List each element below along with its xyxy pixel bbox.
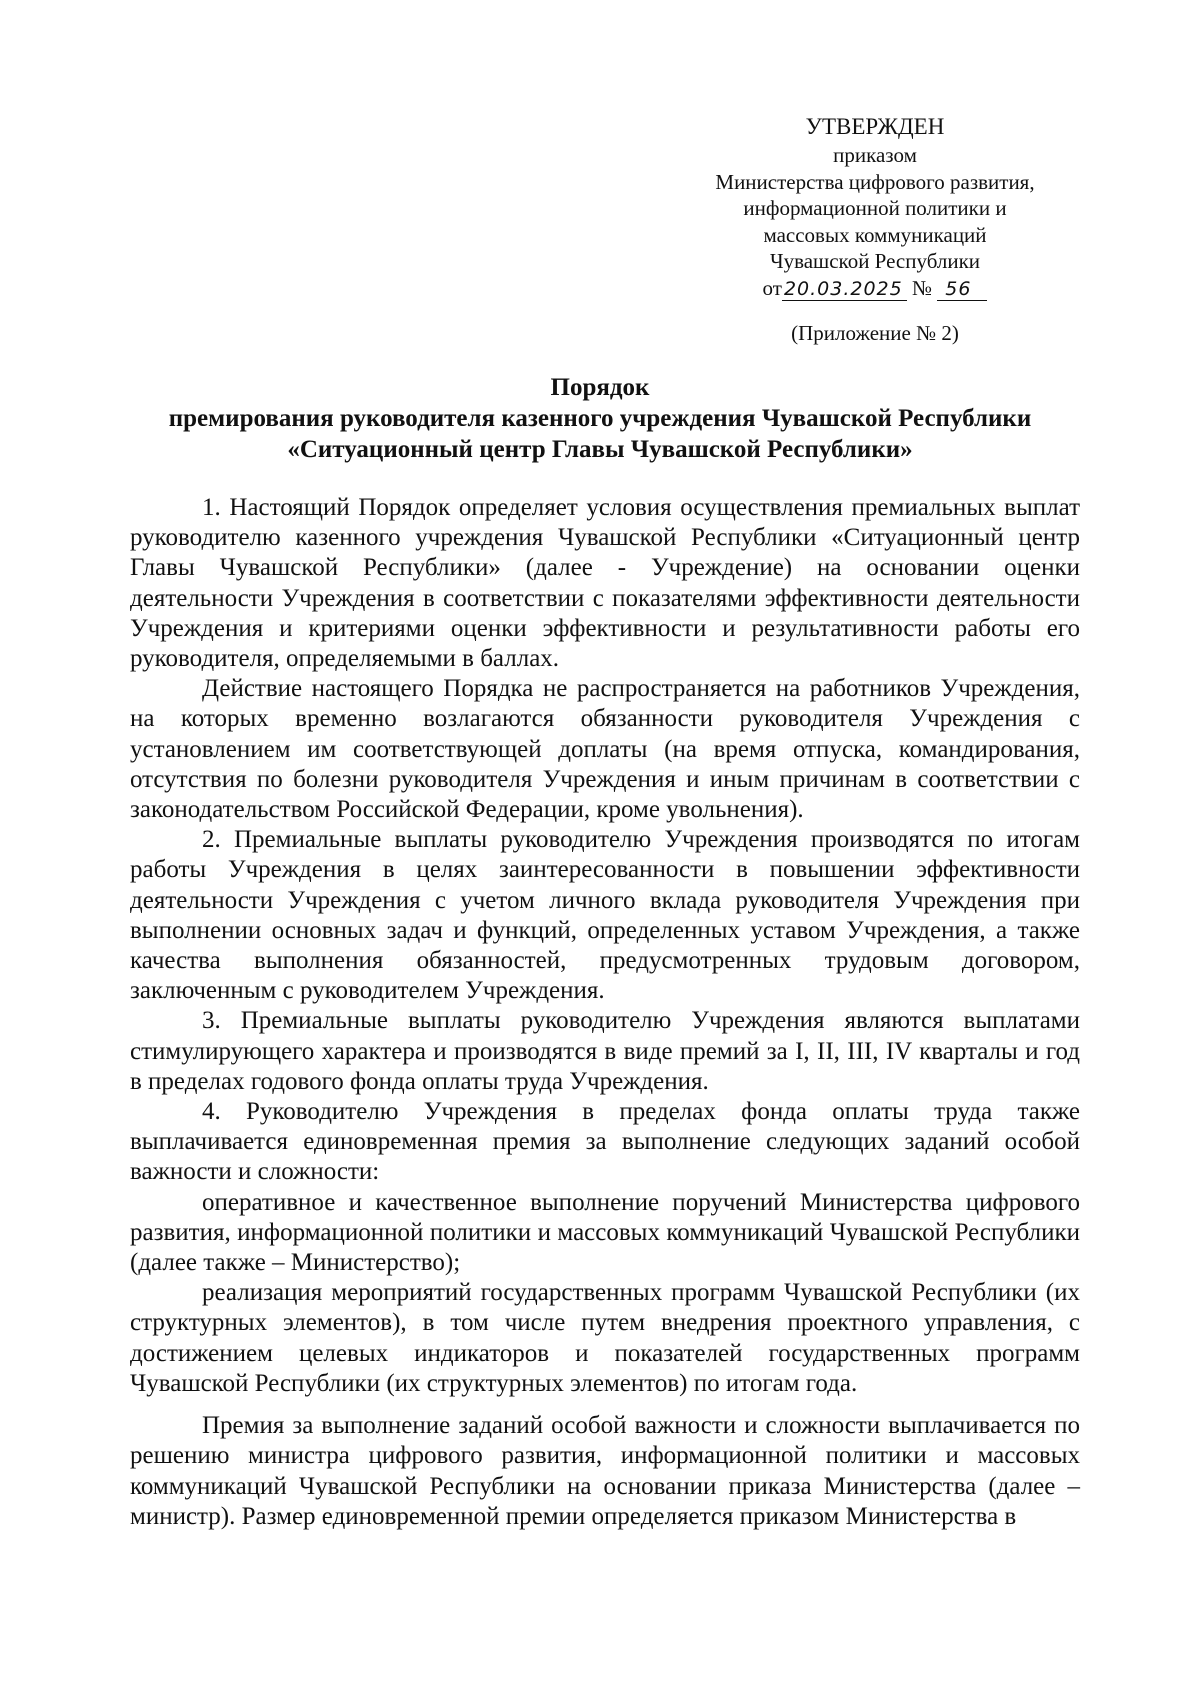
- approval-line: Министерства цифрового развития,: [715, 169, 1035, 194]
- list-item: оперативное и качественное выполнение поручений Министерства цифрового развития, информационной политики и массовых коммуникаций Чувашской Республики (далее также – Министерство);: [130, 1188, 1080, 1277]
- approval-line: Чувашской Республики: [769, 249, 981, 273]
- approved-heading: УТВЕРЖДЕН: [805, 114, 945, 139]
- document-body: [130, 493, 1080, 1532]
- title-line: «Ситуационный центр Главы Чувашской Республики»: [287, 436, 913, 463]
- paragraph: Премия за выполнение заданий особой важности и сложности выплачивается по решению министра цифрового развития, информационной политики и массовых коммуникаций Чувашской Республики на основании приказа Министерства (далее – министр). Размер единовременной премии определяется приказом Министерства в: [130, 1412, 1080, 1530]
- number-prefix: №: [911, 275, 933, 300]
- paragraph: Действие настоящего Порядка не распространяется на работников Учреждения, на которых временно возлагаются обязанности руководителя Учреждения с установлением им соответствующей доплаты (на время отпуска, командирования, отсутствия по болезни руководителя Учреждения и иным причинам в соответствии с законодательством Российской Федерации, кроме увольнения).: [130, 675, 1080, 824]
- title-line: премирования руководителя казенного учреждения Чувашской Республики: [168, 405, 1032, 432]
- paragraph: 2. Премиальные выплаты руководителю Учреждения производятся по итогам работы Учреждения в целях заинтересованности в повышении эффективности деятельности Учреждения с учетом личного вклада руководителя Учреждения при выполнении основных задач и функций, определенных уставом Учреждения, а также качества выполнения обязанностей, предусмотренных трудовым договором, заключенным с руководителем Учреждения.: [130, 826, 1080, 1005]
- approval-line: приказом: [833, 143, 917, 167]
- order-date-number-line: [690, 275, 1060, 302]
- paragraph: 4. Руководителю Учреждения в пределах фонда оплаты труда также выплачивается единовременная премия за выполнение следующих заданий особой важности и сложности:: [130, 1098, 1080, 1186]
- approval-line: массовых коммуникаций: [763, 222, 987, 247]
- appendix-label: (Приложение № 2): [791, 321, 959, 345]
- approval-stamp-block: [690, 112, 1060, 301]
- title-line: Порядок: [550, 374, 650, 401]
- handwritten-number: 56: [937, 278, 987, 301]
- paragraph: 1. Настоящий Порядок определяет условия осуществления премиальных выплат руководителю казенного учреждения Чувашской Республики «Ситуационный центр Главы Чувашской Республики» (далее - Учреждение) на основании оценки деятельности Учреждения в соответствии с показателями эффективности деятельности Учреждения и критериями оценки эффективности и результативности работы его руководителя, определяемыми в баллах.: [130, 494, 1080, 673]
- approval-line: информационной политики и: [743, 196, 1007, 220]
- date-prefix: от: [762, 275, 782, 300]
- handwritten-date: 20.03.2025: [782, 278, 907, 301]
- paragraph: 3. Премиальные выплаты руководителю Учреждения являются выплатами стимулирующего характера и производятся в виде премий за I, II, III, IV кварталы и год в пределах годового фонда оплаты труда Учреждения.: [130, 1007, 1080, 1095]
- list-item: реализация мероприятий государственных программ Чувашской Республики (их структурных элементов), в том числе путем внедрения проектного управления, с достижением целевых индикаторов и показателей государственных программ Чувашской Республики (их структурных элементов) по итогам года.: [130, 1279, 1080, 1397]
- document-title: [120, 372, 1080, 465]
